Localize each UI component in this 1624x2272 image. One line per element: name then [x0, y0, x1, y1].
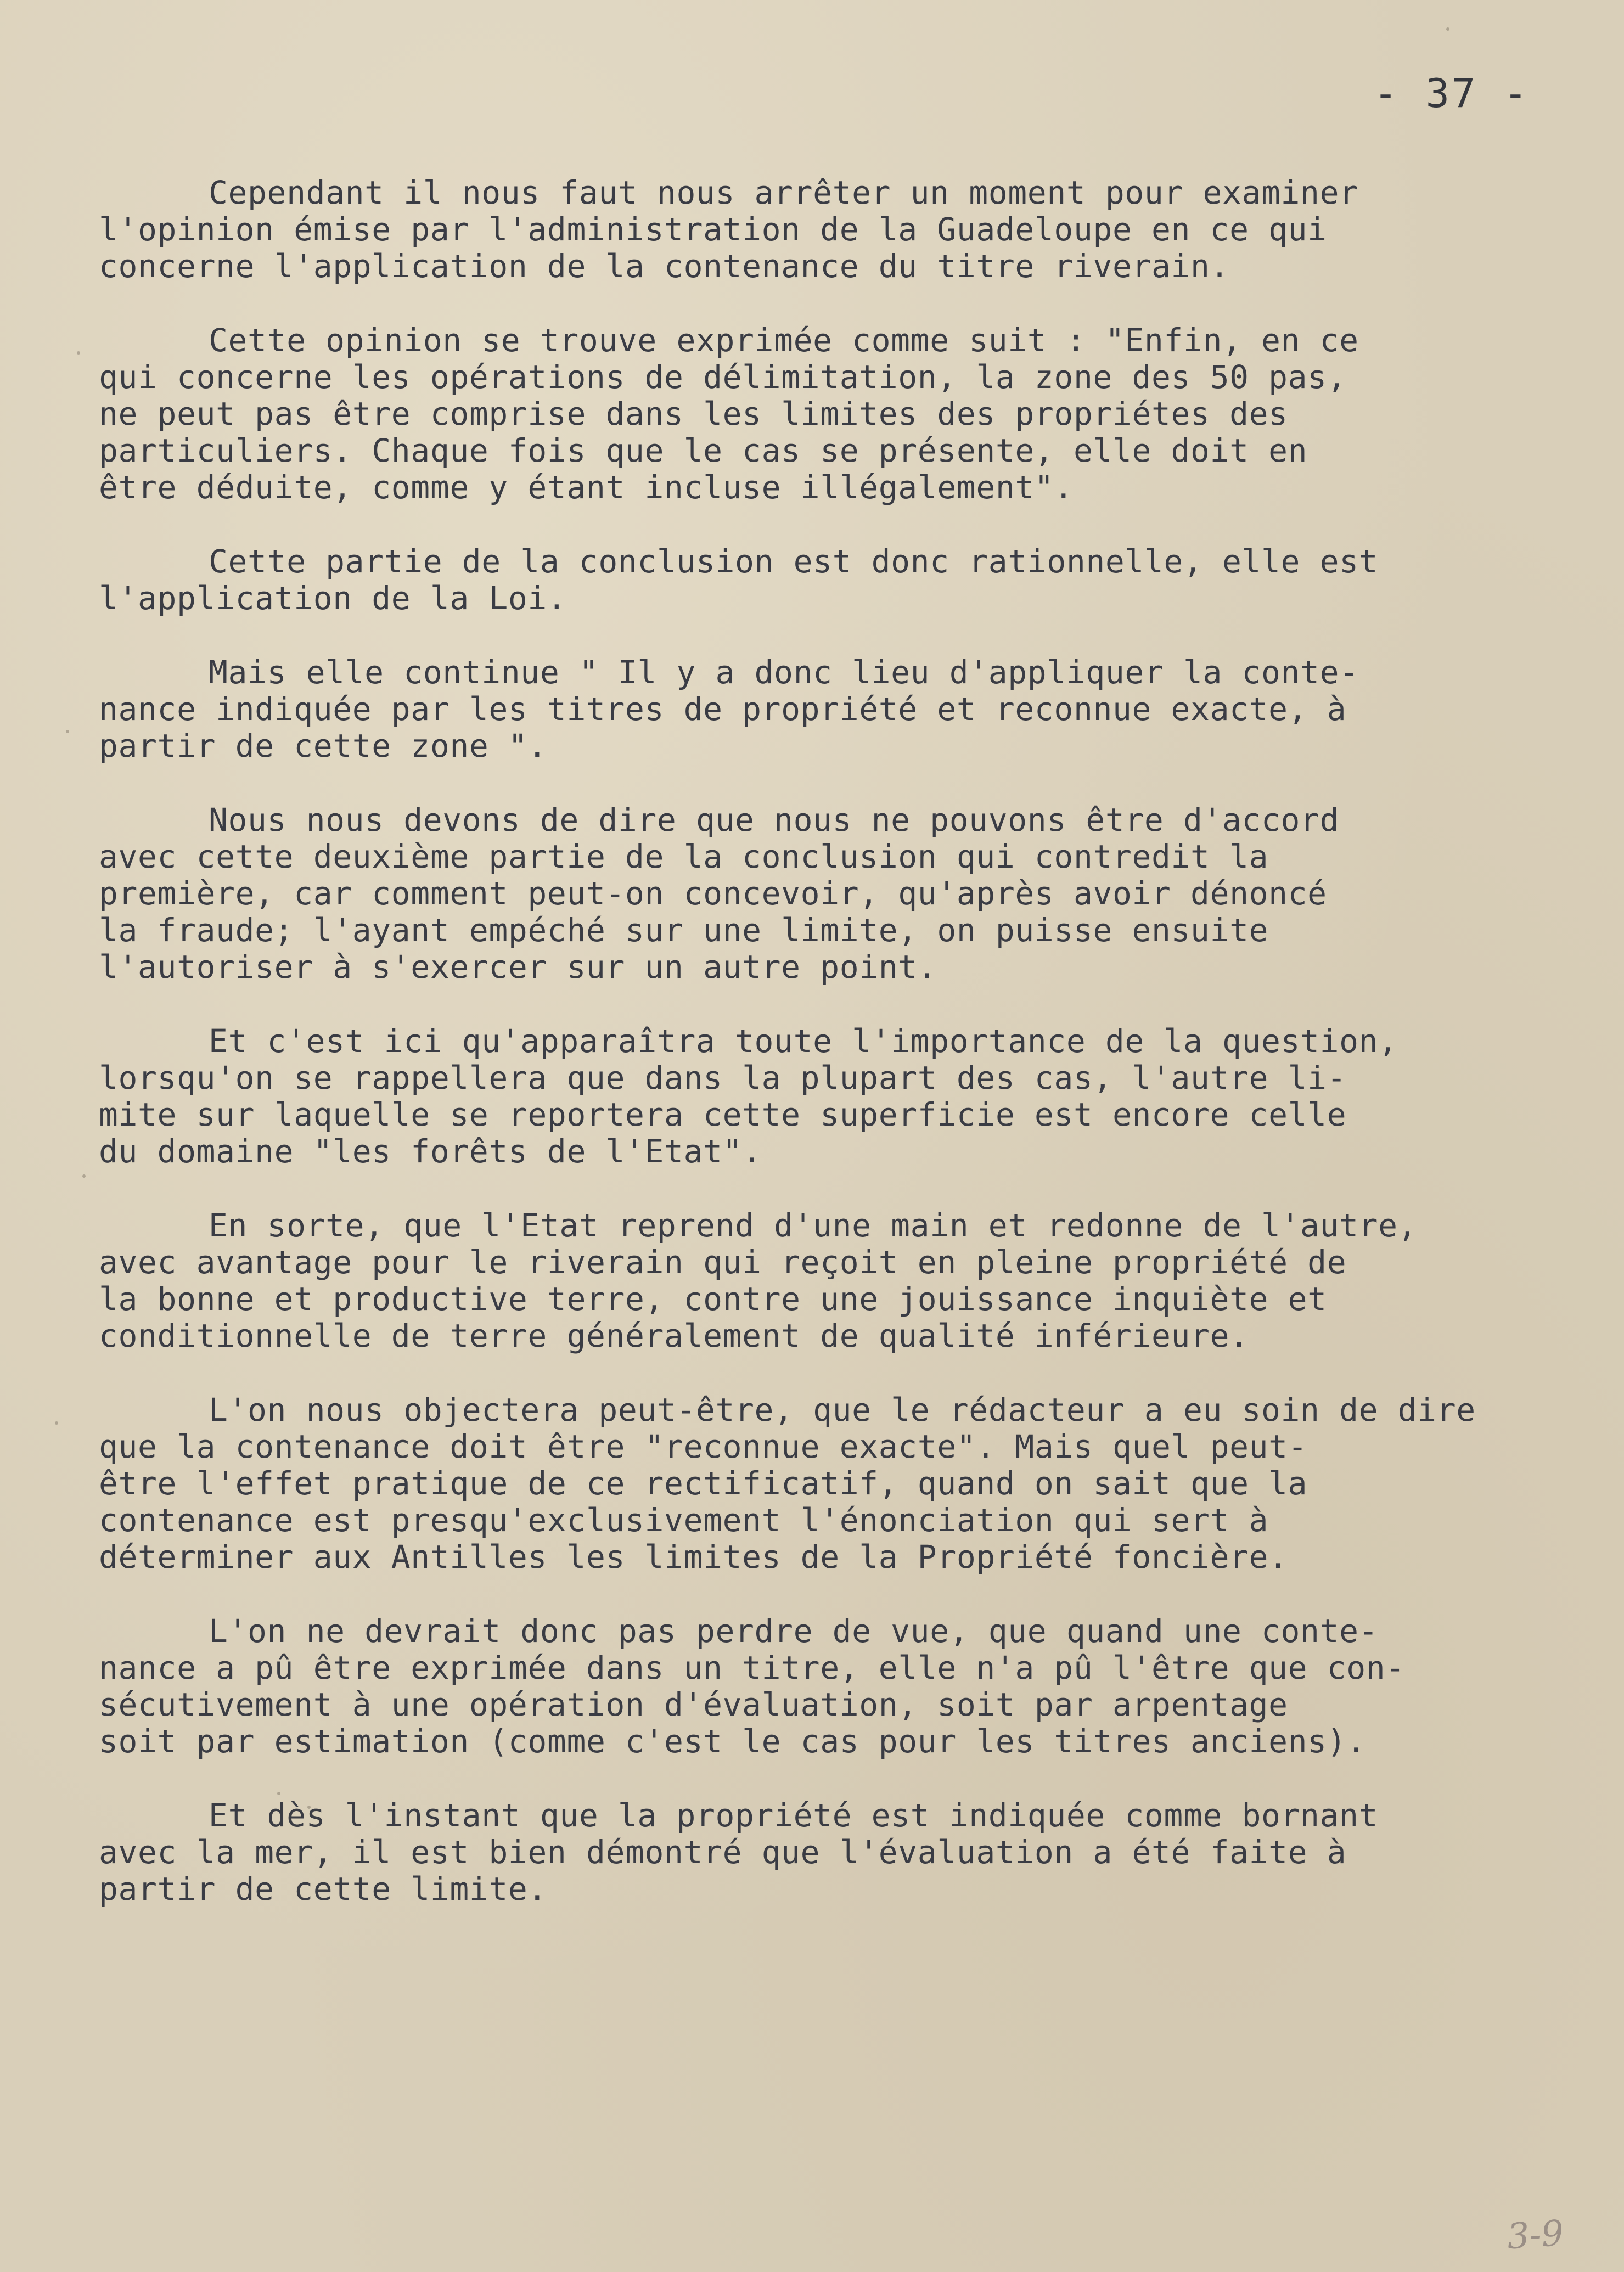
paragraph-line: partir de cette zone ". [99, 727, 547, 764]
handwritten-annotation: 3-9 [1505, 2213, 1565, 2258]
paragraph-line: concerne l'application de la contenance du titre riverain. [99, 248, 1230, 285]
paragraph-first-line: En sorte, que l'Etat reprend d'une main et redonne de l'autre, [209, 1207, 1418, 1244]
paper-speck [277, 1792, 280, 1795]
paragraph [99, 175, 1537, 285]
paragraph [99, 1797, 1537, 1908]
paragraph-line: sécutivement à une opération d'évaluation, soit par arpentage [99, 1686, 1288, 1723]
paper-speck [55, 1421, 58, 1425]
body-text [99, 175, 1537, 1945]
paragraph [99, 1207, 1537, 1354]
paragraph-first-line: Cette partie de la conclusion est donc rationnelle, elle est [209, 543, 1379, 580]
paragraph-line: conditionnelle de terre généralement de qualité inférieure. [99, 1317, 1249, 1354]
paragraph-line: contenance est presqu'exclusivement l'énonciation qui sert à [99, 1501, 1269, 1539]
paragraph-line: déterminer aux Antilles les limites de la Propriété foncière. [99, 1538, 1288, 1576]
paper-speck [1446, 27, 1449, 31]
paragraph-line: être déduite, comme y étant incluse illégalement". [99, 469, 1074, 506]
paragraph-line: la fraude; l'ayant empéché sur une limite, on puisse ensuite [99, 912, 1269, 949]
paragraph-line: être l'effet pratique de ce rectificatif, quand on sait que la [99, 1465, 1308, 1502]
paragraph-line: ne peut pas être comprise dans les limites des propriétes des [99, 395, 1288, 432]
paragraph-line: la bonne et productive terre, contre une jouissance inquiète et [99, 1280, 1327, 1318]
paragraph-line: que la contenance doit être "reconnue exacte". Mais quel peut- [99, 1428, 1308, 1465]
paragraph-line: particuliers. Chaque fois que le cas se présente, elle doit en [99, 432, 1308, 469]
paragraph-line: l'autoriser à s'exercer sur un autre point. [99, 948, 937, 986]
paragraph [99, 802, 1537, 986]
paragraph-first-line: Cependant il nous faut nous arrêter un moment pour examiner [209, 174, 1359, 211]
paragraph-first-line: Et c'est ici qu'apparaîtra toute l'importance de la question, [209, 1022, 1398, 1060]
paragraph-first-line: Nous nous devons de dire que nous ne pouvons être d'accord [209, 801, 1340, 839]
paragraph [99, 543, 1537, 617]
paragraph-line: l'application de la Loi. [99, 580, 567, 617]
page-number: - 37 - [1373, 70, 1530, 116]
paragraph-line: avec cette deuxième partie de la conclusion qui contredit la [99, 838, 1269, 875]
paragraph-line: l'opinion émise par l'administration de la Guadeloupe en ce qui [99, 211, 1327, 248]
paper-speck [82, 1174, 86, 1178]
paragraph-first-line: Mais elle continue " Il y a donc lieu d'appliquer la conte- [209, 654, 1359, 691]
paragraph-line: partir de cette limite. [99, 1870, 547, 1908]
paragraph-line: soit par estimation (comme c'est le cas pour les titres anciens). [99, 1723, 1366, 1760]
paragraph [99, 322, 1537, 506]
paragraph-line: qui concerne les opérations de délimitation, la zone des 50 pas, [99, 358, 1347, 396]
paper-speck [77, 351, 80, 355]
paragraph [99, 1023, 1537, 1170]
paragraph-first-line: L'on ne devrait donc pas perdre de vue, que quand une conte- [209, 1612, 1379, 1650]
paragraph-line: mite sur laquelle se reportera cette superficie est encore celle [99, 1096, 1347, 1133]
paragraph [99, 1392, 1537, 1576]
paragraph-line: avec la mer, il est bien démontré que l'évaluation a été faite à [99, 1834, 1347, 1871]
paper-speck [66, 730, 69, 733]
paragraph-first-line: L'on nous objectera peut-être, que le rédacteur a eu soin de dire [209, 1391, 1476, 1429]
paragraph-line: nance a pû être exprimée dans un titre, elle n'a pû l'être que con- [99, 1649, 1405, 1686]
paragraph [99, 1613, 1537, 1760]
paragraph [99, 654, 1537, 764]
paper-speck [307, 1806, 311, 1809]
paragraph-line: première, car comment peut-on concevoir, qu'après avoir dénoncé [99, 875, 1327, 912]
paragraph-line: avec avantage pour le riverain qui reçoit en pleine propriété de [99, 1244, 1347, 1281]
paragraph-first-line: Et dès l'instant que la propriété est indiquée comme bornant [209, 1797, 1379, 1834]
paragraph-first-line: Cette opinion se trouve exprimée comme suit : "Enfin, en ce [209, 322, 1359, 359]
paragraph-line: lorsqu'on se rappellera que dans la plupart des cas, l'autre li- [99, 1059, 1347, 1096]
paragraph-line: nance indiquée par les titres de propriété et reconnue exacte, à [99, 690, 1347, 728]
paragraph-line: du domaine "les forêts de l'Etat". [99, 1133, 762, 1170]
